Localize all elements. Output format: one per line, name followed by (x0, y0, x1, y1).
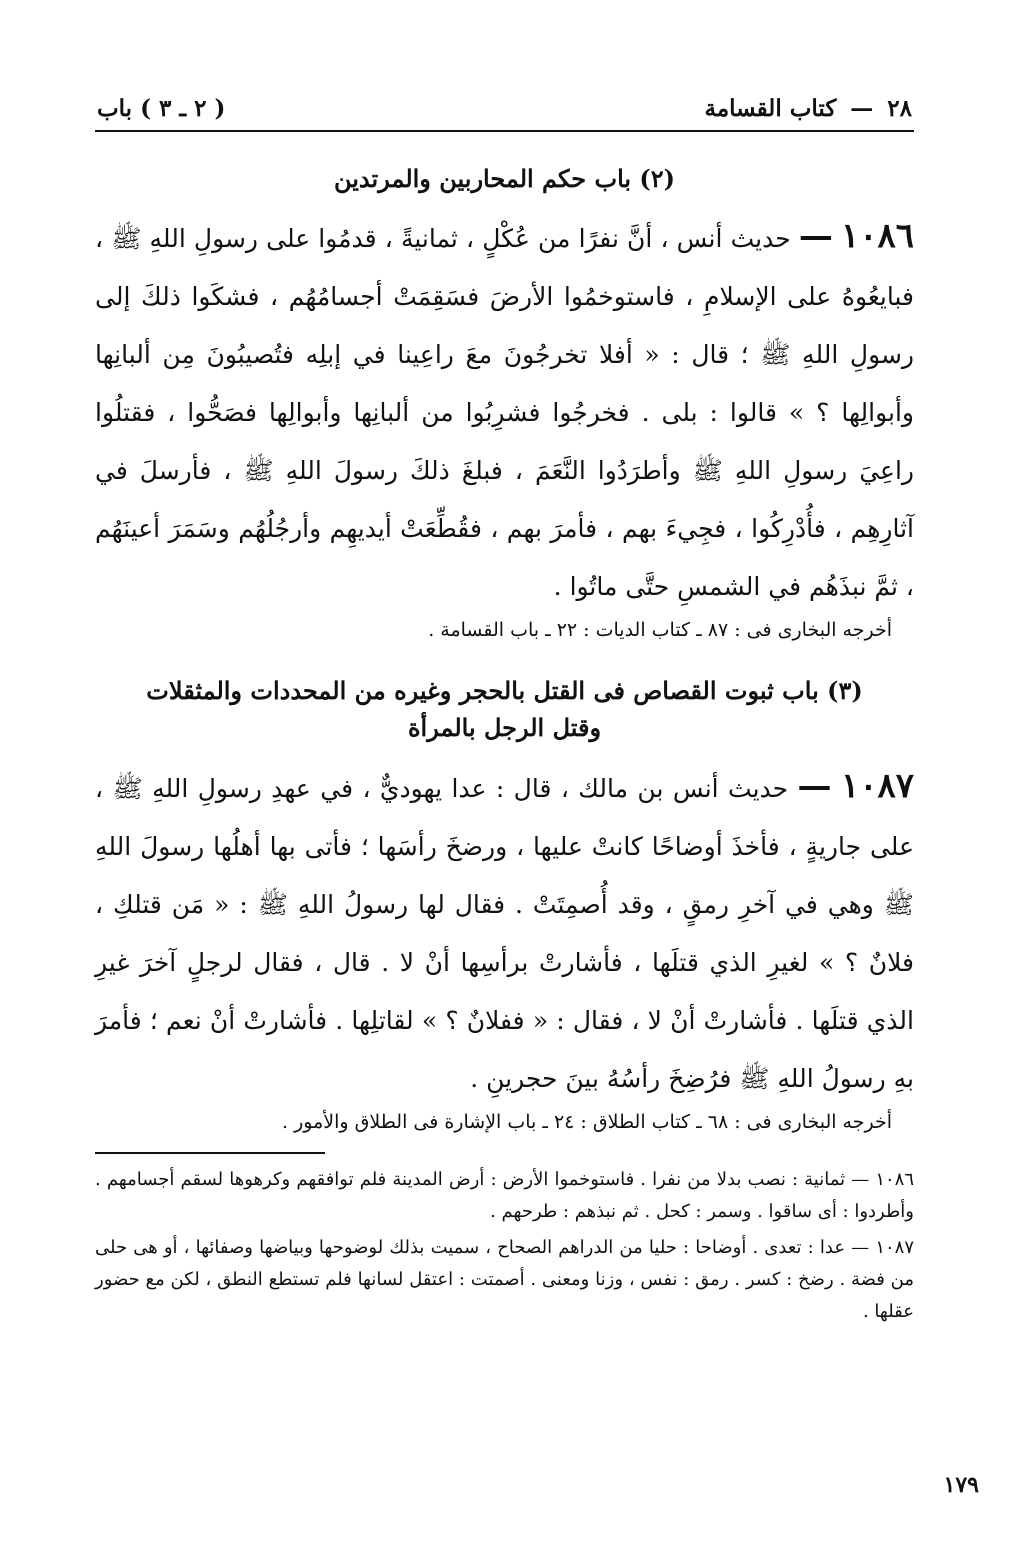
hadith-1086-source: أخرجه البخارى فى : ٨٧ ـ كتاب الديات : ٢٢ ـ باب القسامة . (428, 619, 892, 642)
page-number: ١٧٩ (943, 1472, 979, 1498)
footnote-1087: ١٠٨٧ — عدا : تعدى . أوضاحا : حليا من الدراهم الصحاح ، سميت بذلك لوضوحها وبياضها وصفائها ، أو هى حلى من فضة . رضخ : كسر . رمق : نفس ، وزنا ومعنى . أصمتت : اعتقل لسانها فلم تستطع النطق ، لكن مع حضور عقلها . (95, 1236, 914, 1322)
header-right (705, 95, 913, 122)
hadith-1087 (95, 757, 914, 1108)
footnotes (95, 1164, 914, 1328)
running-header (95, 95, 914, 132)
footnote-1086: ١٠٨٦ — ثمانية : نصب بدلا من نفرا . فاستوخموا الأرض : أرض المدينة فلم توافقهم وكرهوها لسقم أجسامهم . وأطردوا : أى ساقوا . وسمر : كحل . ثم نبذهم : طرحهم . (95, 1168, 914, 1222)
chapter-3-title (95, 672, 914, 746)
hadith-1087-source: أخرجه البخارى فى : ٦٨ ـ كتاب الطلاق : ٢٤ ـ باب الإشارة فى الطلاق والأمور . (282, 1110, 892, 1133)
header-dash: — (850, 95, 874, 122)
book-page (95, 95, 914, 1506)
hadith-1086-number: ١٠٨٦ (840, 216, 914, 257)
hadith-1086-text: حديث أنس ، أنَّ نفرًا من عُكْلٍ ، ثمانيةً ، قدمُوا على رسولِ اللهِ ﷺ ، فبايعُوهُ على الإسلامِ ، فاستوخمُوا الأرضَ فسَقِمَتْ أجسامُهُم ، فشكَوا ذلكَ إلى رسولِ اللهِ ﷺ ؛ قال : « أفلا تخرجُونَ معَ راعِينا في إبلِه فتُصيبُونَ مِن ألبانِها وأبوالِها ؟ » قالوا : بلى . فخرجُوا فشرِبُوا من ألبانِها وأبوالِها فصَحُّوا ، فقتلُوا راعِيَ رسولِ اللهِ ﷺ وأطرَدُوا النَّعَمَ ، فبلغَ ذلكَ رسولَ اللهِ ﷺ ، فأرسلَ في آثارِهِم ، فأُدْرِكُوا ، فجِيءَ بهم ، فأمرَ بهم ، فقُطِّعَتْ أيديهِم وأرجُلُهُم وسَمَرَ أعينَهُم ، ثمَّ نبذَهُم في الشمسِ حتَّى ماتُوا . (95, 224, 914, 602)
chapter-3-title-line2: وقتل الرجل بالمرأة (407, 713, 602, 743)
header-chapter-ref: ( ٢ ـ ٣ ) باب (97, 95, 226, 122)
hadith-1087-number: ١٠٨٧ (840, 765, 914, 806)
hadith-1086-dash: — (798, 216, 833, 257)
chapter-3-title-line1: (٣) باب ثبوت القصاص فى القتل بالحجر وغيره من المحددات والمثقلات (146, 676, 863, 706)
header-page-ref: ٢٨ (887, 95, 912, 122)
footnote-divider (95, 1152, 325, 1154)
hadith-1086 (95, 207, 914, 616)
hadith-1087-text: حديث أنس بن مالك ، قال : عدا يهوديٌّ ، في عهدِ رسولِ اللهِ ﷺ ، على جاريةٍ ، فأخذَ أوضاحًا كانتْ عليها ، ورضخَ رأسَها ؛ فأتى بها أهلُها رسولَ اللهِ ﷺ وهي في آخرِ رمقٍ ، وقد أُصمِتَتْ . فقال لها رسولُ اللهِ ﷺ : « مَن قتلكِ ، فلانٌ ؟ » لغيرِ الذي قتلَها ، فأشارتْ برأسِها أنْ لا . قال ، فقال لرجلٍ آخرَ غيرِ الذي قتلَها . فأشارتْ أنْ لا ، فقال : « ففلانٌ ؟ » لقاتلِها . فأشارتْ أنْ نعم ؛ فأمرَ بهِ رسولُ اللهِ ﷺ فرُضِخَ رأسُهُ بينَ حجرينِ . (95, 773, 914, 1093)
chapter-2-title: (٢) باب حكم المحاربين والمرتدين (333, 164, 676, 193)
header-book-title: كتاب القسامة (704, 95, 837, 122)
hadith-1087-dash: — (797, 765, 832, 806)
